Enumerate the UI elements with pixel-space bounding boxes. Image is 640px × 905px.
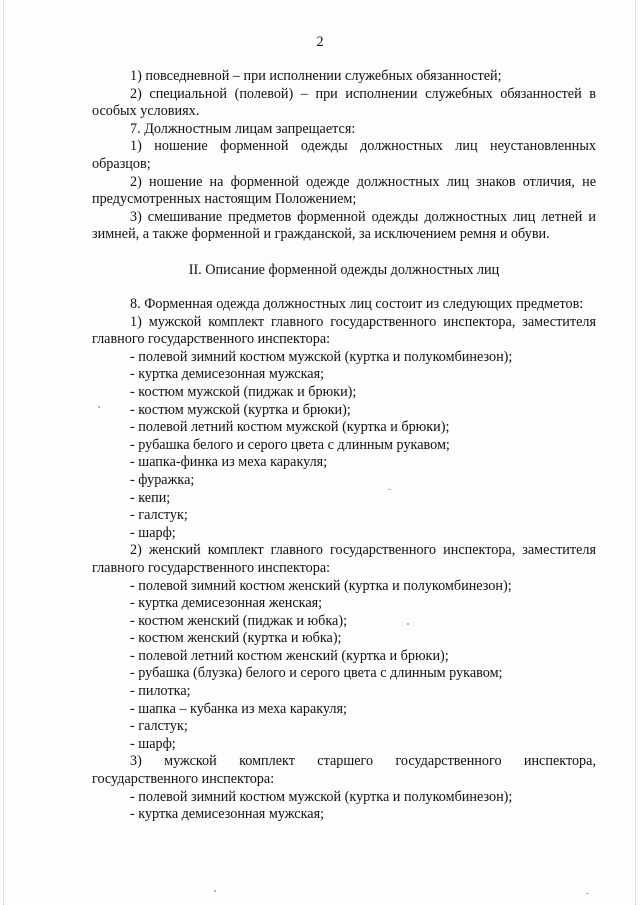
list-item: - куртка демисезонная мужская; [130,366,325,383]
list-item: - полевой летний костюм мужской (куртка и брюки); [130,419,450,436]
scan-speck [388,489,391,490]
set-3-title: 3) мужской комплект старшего государственного инспектора, государственного инспектора: [92,753,596,788]
list-item: - пилотка; [130,683,191,700]
list-item: - костюм женский (куртка и юбка); [130,630,342,647]
list-item: - полевой зимний костюм мужской (куртка и полукомбинезон); [130,348,513,365]
list-item: - кепи; [130,489,171,506]
set-2-title: 2) женский комплект главного государственного инспектора, заместителя главного государственного инспектора: [92,542,596,576]
clause-8-intro: 8. Форменная одежда должностных лиц состоит из следующих предметов: [130,296,584,312]
list-item: - рубашка белого и серого цвета с длинным рукавом; [130,436,450,453]
clause-7-item-2: 2) ношение на форменной одежде должностных лиц знаков отличия, не предусмотренных настоящим Положением; [92,173,596,208]
list-item: - шарф; [130,524,176,541]
clause-7-item-1: 1) ношение форменной одежды должностных лиц неустановленных образцов; [92,138,596,172]
list-item: - рубашка (блузка) белого и серого цвета с длинным рукавом; [130,665,503,682]
list-item: - костюм мужской (пиджак и брюки); [130,383,357,400]
scan-speck [98,406,100,408]
list-item: - галстук; [130,507,188,524]
clause-7-item-3: 3) смешивание предметов форменной одежды должностных лиц летней и зимней, а также форменной и гражданской, за исключением ремня и обуви. [92,208,596,243]
list-item: - костюм мужской (куртка и брюки); [130,401,351,418]
set-1-title: 1) мужской комплект главного государственного инспектора, заместителя главного государственного инспектора: [92,313,596,348]
scan-edge-left [3,0,5,905]
scan-edge-right [635,0,637,905]
uniform-type-special: 2) специальной (полевой) – при исполнении служебных обязанностей в особых условиях. [92,85,596,120]
list-item: - шарф; [130,735,176,752]
scan-speck [586,893,589,894]
list-item: - полевой летний костюм женский (куртка и брюки); [130,647,449,664]
list-item: - полевой зимний костюм мужской (куртка и полукомбинезон); [130,788,513,805]
list-item: - костюм женский (пиджак и юбка); [130,612,348,629]
clause-8 [92,296,596,824]
section-heading: II. Описание форменной одежды должностных лиц [188,262,500,278]
list-item: - шапка-финка из меха каракуля; [130,454,328,471]
page-number: 2 [316,34,324,50]
list-item: - фуражка; [130,471,195,488]
list-item: - полевой зимний костюм женский (куртка и полукомбинезон); [130,577,512,594]
scan-speck [407,623,409,625]
list-item: - галстук; [130,718,188,735]
list-item: - куртка демисезонная женская; [130,595,323,612]
clause-6-continuation [92,68,596,244]
scan-speck [214,890,216,892]
uniform-type-everyday: 1) повседневной – при исполнении служебных обязанностей; [130,68,502,84]
clause-7-heading: 7. Должностным лицам запрещается: [130,120,356,137]
list-item: - куртка демисезонная мужская; [130,806,325,823]
list-item: - шапка – кубанка из меха каракуля; [130,700,347,717]
